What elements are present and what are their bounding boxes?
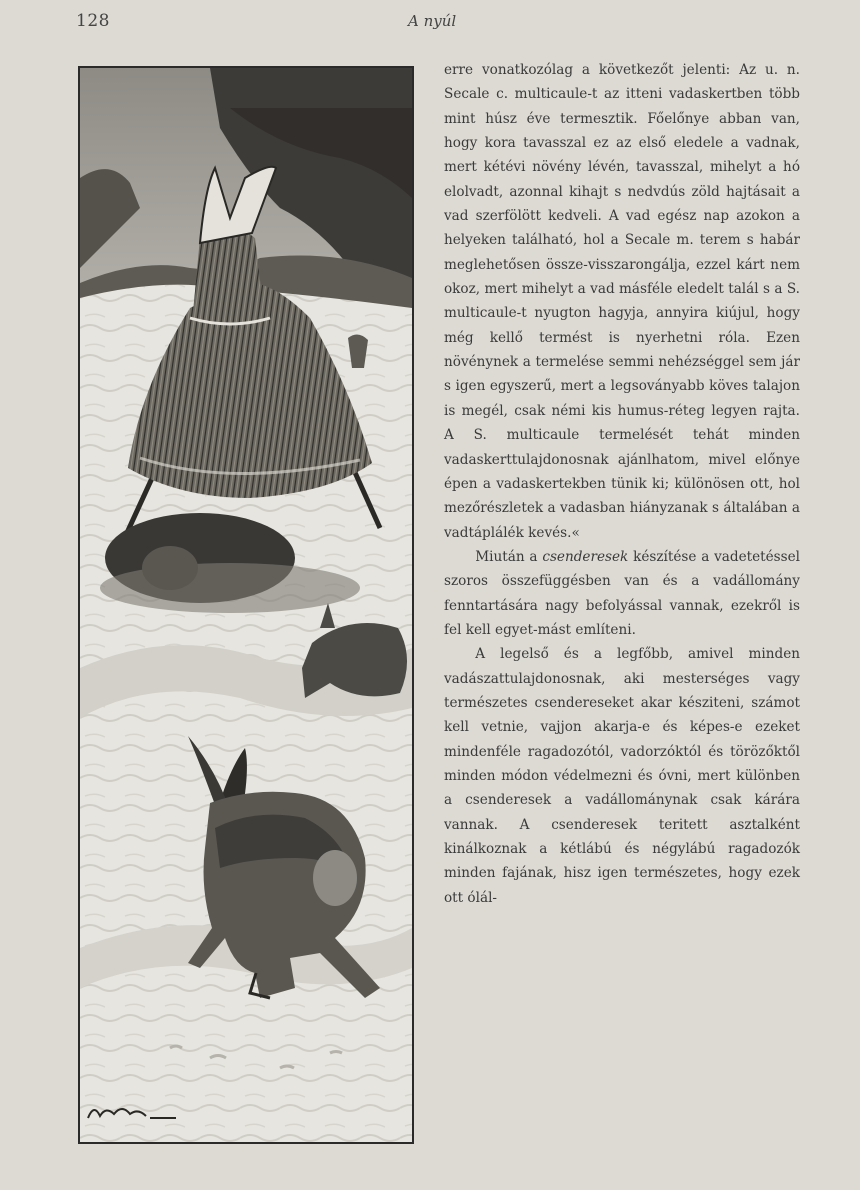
text-run: Miután a xyxy=(475,548,543,565)
running-title: A nyúl xyxy=(408,12,457,30)
italic-term: csenderesek xyxy=(542,548,629,565)
paragraph xyxy=(444,58,800,545)
text-run: erre vonatkozólag a következőt jelenti: Az u. n. Secale c. multicaule-t az itteni vadaskertben több mint húsz éve termesztik. Főelőnye abban van, hogy kora tavasszal ez az első eledele a vadnak, mert kétévi növény lévén, tavasszal, mihelyt a hó elolvadt, azonnal kihajt s nedvdús zöld hajtásait a vad szerfölött kedveli. A vad egész nap azokon a helyeken található, hol a Secale m. terem s habár meglehetősen össze-visszarongálja, ezzel kárt nem okoz, mert mihelyt a vad másféle eledelt talál s a S. multicaule-t nyugton hagyja, annyira kiújul, hogy még kellő termést is nyerhetni róla. Ezen növénynek a termelése semmi nehézséggel sem jár s igen egyszerű, mert a legsoványabb köves talajon is megél, csak némi kis humus-réteg legyen rajta. A S. multicaule termelését tehát minden vadaskerttulajdonosnak ajánlhatom, mivel előnye épen a vadaskertekben tünik ki; különösen ott, hol mezőrészletek a vadasban hiányzanak s általában a vadtáplálék kevés.« xyxy=(444,62,800,541)
hare-in-snow-illustration xyxy=(80,68,412,1142)
page-number: 128 xyxy=(76,11,110,31)
text-run: készítése a vadetetéssel szoros összefüggésben van és a vadállomány fenntartására nagy befolyással vannak, ezekről is fel kell egyet-mást említeni. xyxy=(444,548,800,638)
paragraph xyxy=(444,642,800,910)
body-text xyxy=(444,58,800,910)
paragraph xyxy=(444,545,800,642)
hare-illustration-plate xyxy=(78,66,414,1144)
text-run: A legelső és a legfőbb, amivel minden vadászattulajdonosnak, aki mesterséges vagy természetes csendereseket akar késziteni, számot kell vetnie, vajjon akarja-e és képes-e ezeket mindenféle ragadozótól, vadorzóktól és törözőktől minden módon védelmezni és óvni, mert különben a csenderesek a vadállománynak csak kárára vannak. A csenderesek teritett asztalként kinálkoznak a kétlábú és négylábú ragadozók minden fajának, hisz igen természetes, hogy ezek ott ólál- xyxy=(444,646,800,906)
